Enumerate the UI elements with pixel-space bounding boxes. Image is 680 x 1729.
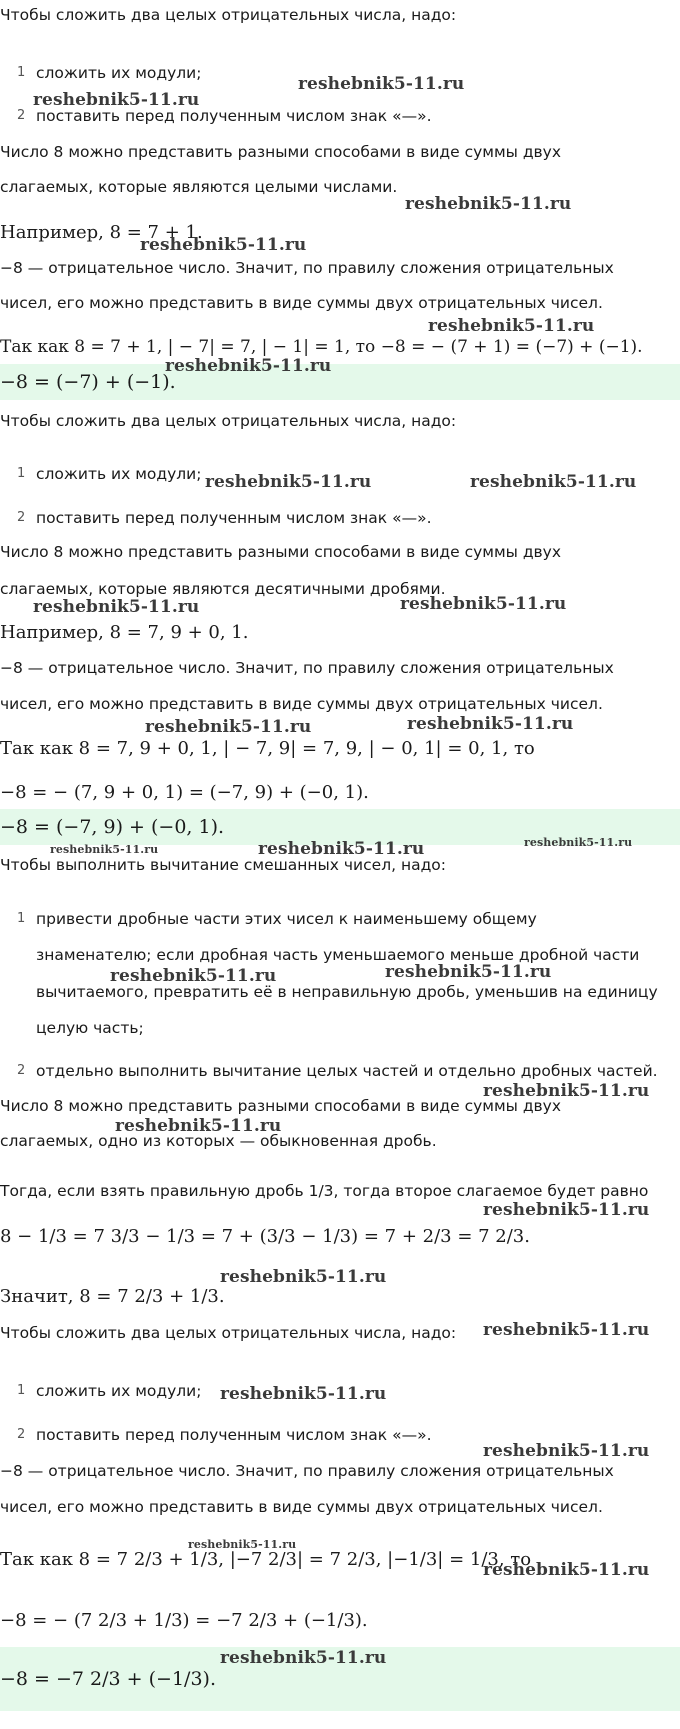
- s2-item1-number: 1: [17, 466, 26, 481]
- s4-line5a: −8 — отрицательное число. Значит, по правилу сложения отрицательных: [0, 1462, 614, 1480]
- s1-example: Например, 8 = 7 + 1.: [0, 222, 203, 243]
- watermark-text: reshebnik5-11.ru: [470, 472, 637, 492]
- s2-example: Например, 8 = 7, 9 + 0, 1.: [0, 622, 249, 643]
- s1-answer-box: [0, 364, 680, 400]
- s4-line5b: чисел, его можно представить в виде суммы двух отрицательных чисел.: [0, 1498, 603, 1516]
- s2-line5a: −8 — отрицательное число. Значит, по правилу сложения отрицательных: [0, 659, 614, 677]
- s4-since: Так как 8 = 7 2/3 + 1/3, |−7 2/3| = 7 2/3, |−1/3| = 1/3, то: [0, 1549, 532, 1570]
- s2-line5b: чисел, его можно представить в виде суммы двух отрицательных чисел.: [0, 695, 603, 713]
- s2-result: −8 = − (7, 9 + 0, 1) = (−7, 9) + (−0, 1).: [0, 782, 369, 803]
- s2-since: Так как 8 = 7, 9 + 0, 1, | − 7, 9| = 7, 9, | − 0, 1| = 0, 1, то: [0, 738, 535, 759]
- s2-item2-text: поставить перед полученным числом знак «—».: [36, 509, 432, 527]
- s3-line3a: Число 8 можно представить разными способами в виде суммы двух: [0, 1097, 562, 1115]
- s2-item2-number: 2: [17, 510, 26, 525]
- watermark-text: reshebnik5-11.ru: [220, 1267, 387, 1287]
- s3-then: Тогда, если взять правильную дробь 1/3, тогда второе слагаемое будет равно: [0, 1182, 649, 1200]
- s2-item1-text: сложить их модули;: [36, 465, 202, 483]
- s4-item2-text: поставить перед полученным числом знак «—».: [36, 1426, 432, 1444]
- watermark-text: reshebnik5-11.ru: [145, 717, 312, 737]
- watermark-text: reshebnik5-11.ru: [50, 843, 159, 856]
- watermark-text: reshebnik5-11.ru: [400, 594, 567, 614]
- s3-item2-line1: отдельно выполнить вычитание целых частей и отдельно дробных частей.: [36, 1062, 658, 1080]
- s1-line3b: слагаемых, которые являются целыми числами.: [0, 178, 398, 196]
- s1-item2-text: поставить перед полученным числом знак «—».: [36, 107, 432, 125]
- s1-item1-text: сложить их модули;: [36, 64, 202, 82]
- s1-answer: −8 = (−7) + (−1).: [0, 371, 176, 393]
- watermark-text: reshebnik5-11.ru: [483, 1081, 650, 1101]
- s1-line3a: Число 8 можно представить разными способами в виде суммы двух: [0, 143, 562, 161]
- s4-item1-number: 1: [17, 1383, 26, 1398]
- s1-item2-number: 2: [17, 108, 26, 123]
- s2-line3a: Число 8 можно представить разными способами в виде суммы двух: [0, 543, 562, 561]
- s3-item1-line2: знаменателю; если дробная часть уменьшаемого меньше дробной части: [36, 946, 640, 964]
- s3-item2-number: 2: [17, 1063, 26, 1078]
- watermark-text: reshebnik5-11.ru: [110, 966, 277, 986]
- watermark-text: reshebnik5-11.ru: [205, 472, 372, 492]
- watermark-text: reshebnik5-11.ru: [140, 235, 307, 255]
- s2-answer: −8 = (−7, 9) + (−0, 1).: [0, 816, 225, 838]
- s2-line3b: слагаемых, которые являются десятичными дробями.: [0, 580, 446, 598]
- watermark-text: reshebnik5-11.ru: [258, 839, 425, 859]
- watermark-text: reshebnik5-11.ru: [33, 597, 200, 617]
- watermark-text: reshebnik5-11.ru: [428, 316, 595, 336]
- s3-intro: Чтобы выполнить вычитание смешанных чисел, надо:: [0, 856, 447, 874]
- s3-line3b: слагаемых, одно из которых — обыкновенная дробь.: [0, 1132, 437, 1150]
- s1-line5b: чисел, его можно представить в виде суммы двух отрицательных чисел.: [0, 294, 603, 312]
- s1-intro: Чтобы сложить два целых отрицательных числа, надо:: [0, 6, 457, 24]
- s3-means: Значит, 8 = 7 2/3 + 1/3.: [0, 1286, 225, 1307]
- watermark-text: reshebnik5-11.ru: [483, 1560, 650, 1580]
- watermark-text: reshebnik5-11.ru: [188, 1538, 297, 1551]
- watermark-text: reshebnik5-11.ru: [483, 1200, 650, 1220]
- watermark-text: reshebnik5-11.ru: [405, 194, 572, 214]
- s3-item1-number: 1: [17, 911, 26, 926]
- s3-calc: 8 − 1/3 = 7 3/3 − 1/3 = 7 + (3/3 − 1/3) = 7 + 2/3 = 7 2/3.: [0, 1226, 530, 1247]
- s4-answer: −8 = −7 2/3 + (−1/3).: [0, 1668, 216, 1690]
- watermark-text: reshebnik5-11.ru: [298, 74, 465, 94]
- s2-intro: Чтобы сложить два целых отрицательных числа, надо:: [0, 412, 457, 430]
- watermark-text: reshebnik5-11.ru: [33, 90, 200, 110]
- watermark-text: reshebnik5-11.ru: [115, 1116, 282, 1136]
- watermark-text: reshebnik5-11.ru: [220, 1648, 387, 1668]
- s4-result: −8 = − (7 2/3 + 1/3) = −7 2/3 + (−1/3).: [0, 1610, 368, 1631]
- watermark-text: reshebnik5-11.ru: [407, 714, 574, 734]
- s4-intro: Чтобы сложить два целых отрицательных числа, надо:: [0, 1324, 457, 1342]
- s1-since: Так как 8 = 7 + 1, | − 7| = 7, | − 1| = 1, то −8 = − (7 + 1) = (−7) + (−1).: [0, 337, 643, 357]
- s1-line5a: −8 — отрицательное число. Значит, по правилу сложения отрицательных: [0, 259, 614, 277]
- watermark-text: reshebnik5-11.ru: [165, 356, 332, 376]
- s3-item1-line4: целую часть;: [36, 1019, 144, 1037]
- watermark-text: reshebnik5-11.ru: [385, 962, 552, 982]
- s3-item1-line3: вычитаемого, превратить её в неправильную дробь, уменьшив на единицу: [36, 983, 658, 1001]
- watermark-text: reshebnik5-11.ru: [524, 836, 633, 849]
- s3-item1-line1: привести дробные части этих чисел к наименьшему общему: [36, 910, 537, 928]
- watermark-text: reshebnik5-11.ru: [483, 1441, 650, 1461]
- watermark-text: reshebnik5-11.ru: [220, 1384, 387, 1404]
- s4-item2-number: 2: [17, 1427, 26, 1442]
- s4-item1-text: сложить их модули;: [36, 1382, 202, 1400]
- watermark-text: reshebnik5-11.ru: [483, 1320, 650, 1340]
- s1-item1-number: 1: [17, 65, 26, 80]
